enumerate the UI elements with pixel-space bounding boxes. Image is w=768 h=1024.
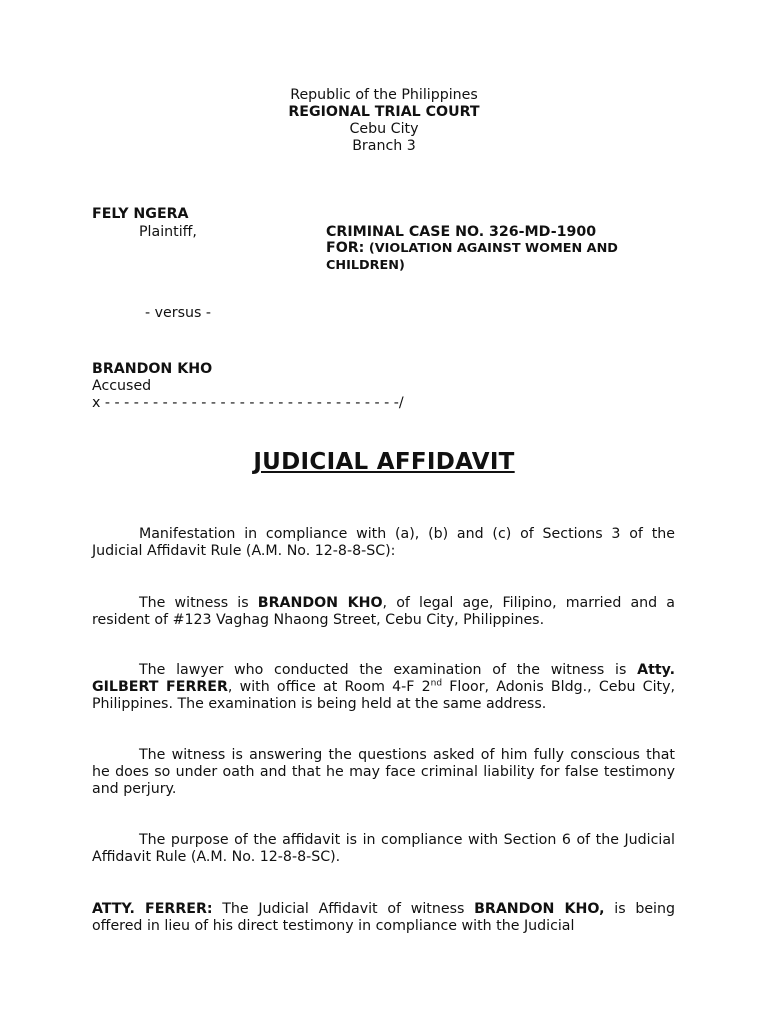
caption-separator: x - - - - - - - - - - - - - - - - - - - - - - - - - - - - - - -/ (92, 395, 404, 411)
paragraph-witness-text-a: The witness is (139, 595, 258, 611)
accused-label: Accused (92, 378, 152, 394)
case-number: CRIMINAL CASE NO. 326-MD-1900 (326, 224, 597, 240)
document-title: JUDICIAL AFFIDAVIT (253, 449, 515, 475)
case-for-text-1: (VIOLATION AGAINST WOMEN AND (368, 241, 618, 256)
offer-witness-name: BRANDON KHO, (474, 901, 605, 917)
paragraph-lawyer (92, 662, 675, 713)
plaintiff-name: FELY NGERA (92, 206, 189, 222)
lawyer-name: Atty. GILBERT FERRER (92, 662, 675, 695)
paragraph-purpose (92, 832, 675, 866)
header-court: REGIONAL TRIAL COURT (288, 104, 480, 120)
ordinal-suffix: nd (430, 678, 443, 689)
paragraph-offer (92, 901, 675, 935)
plaintiff-label: Plaintiff, (139, 224, 197, 240)
witness-name: BRANDON KHO (257, 595, 383, 611)
paragraph-lawyer-text-c: Floor, Adonis Bldg., Cebu City, Philippines. The examination is being held at the same address. (92, 679, 675, 712)
paragraph-manifestation (92, 526, 675, 560)
versus: - versus - (145, 305, 211, 321)
paragraph-lawyer-text-a: The lawyer who conducted the examination of the witness is (139, 662, 638, 678)
paragraph-witness-text-b: , of legal age, Filipino, married and a resident of #123 Vaghag Nhaong Street, Cebu City, Philippines. (92, 595, 675, 628)
paragraph-oath-text: The witness is answering the questions asked of him fully conscious that he does so under oath and that he may face criminal liability for false testimony and perjury. (92, 747, 675, 797)
paragraph-offer-text-a: The Judicial Affidavit of witness (212, 901, 475, 917)
header-branch: Branch 3 (352, 138, 416, 154)
accused-name: BRANDON KHO (92, 361, 213, 377)
paragraph-purpose-text: The purpose of the affidavit is in compliance with Section 6 of the Judicial Affidavit Rule (A.M. No. 12-8-8-SC). (92, 832, 675, 865)
speaker-label: ATTY. FERRER: (92, 901, 213, 917)
case-for-text-2: CHILDREN) (326, 258, 405, 273)
case-for-line1 (326, 240, 618, 257)
case-for-label: FOR: (326, 240, 365, 256)
paragraph-witness (92, 595, 675, 629)
header-republic: Republic of the Philippines (290, 87, 478, 103)
paragraph-manifestation-text: Manifestation in compliance with (a), (b) and (c) of Sections 3 of the Judicial Affidavit Rule (A.M. No. 12-8-8-SC): (92, 526, 675, 559)
paragraph-oath (92, 747, 675, 798)
header-city: Cebu City (349, 121, 419, 137)
paragraph-offer-text-b: is being offered in lieu of his direct testimony in compliance with the Judicial (92, 901, 675, 934)
paragraph-lawyer-text-b: , with office at Room 4-F 2 (227, 679, 431, 695)
